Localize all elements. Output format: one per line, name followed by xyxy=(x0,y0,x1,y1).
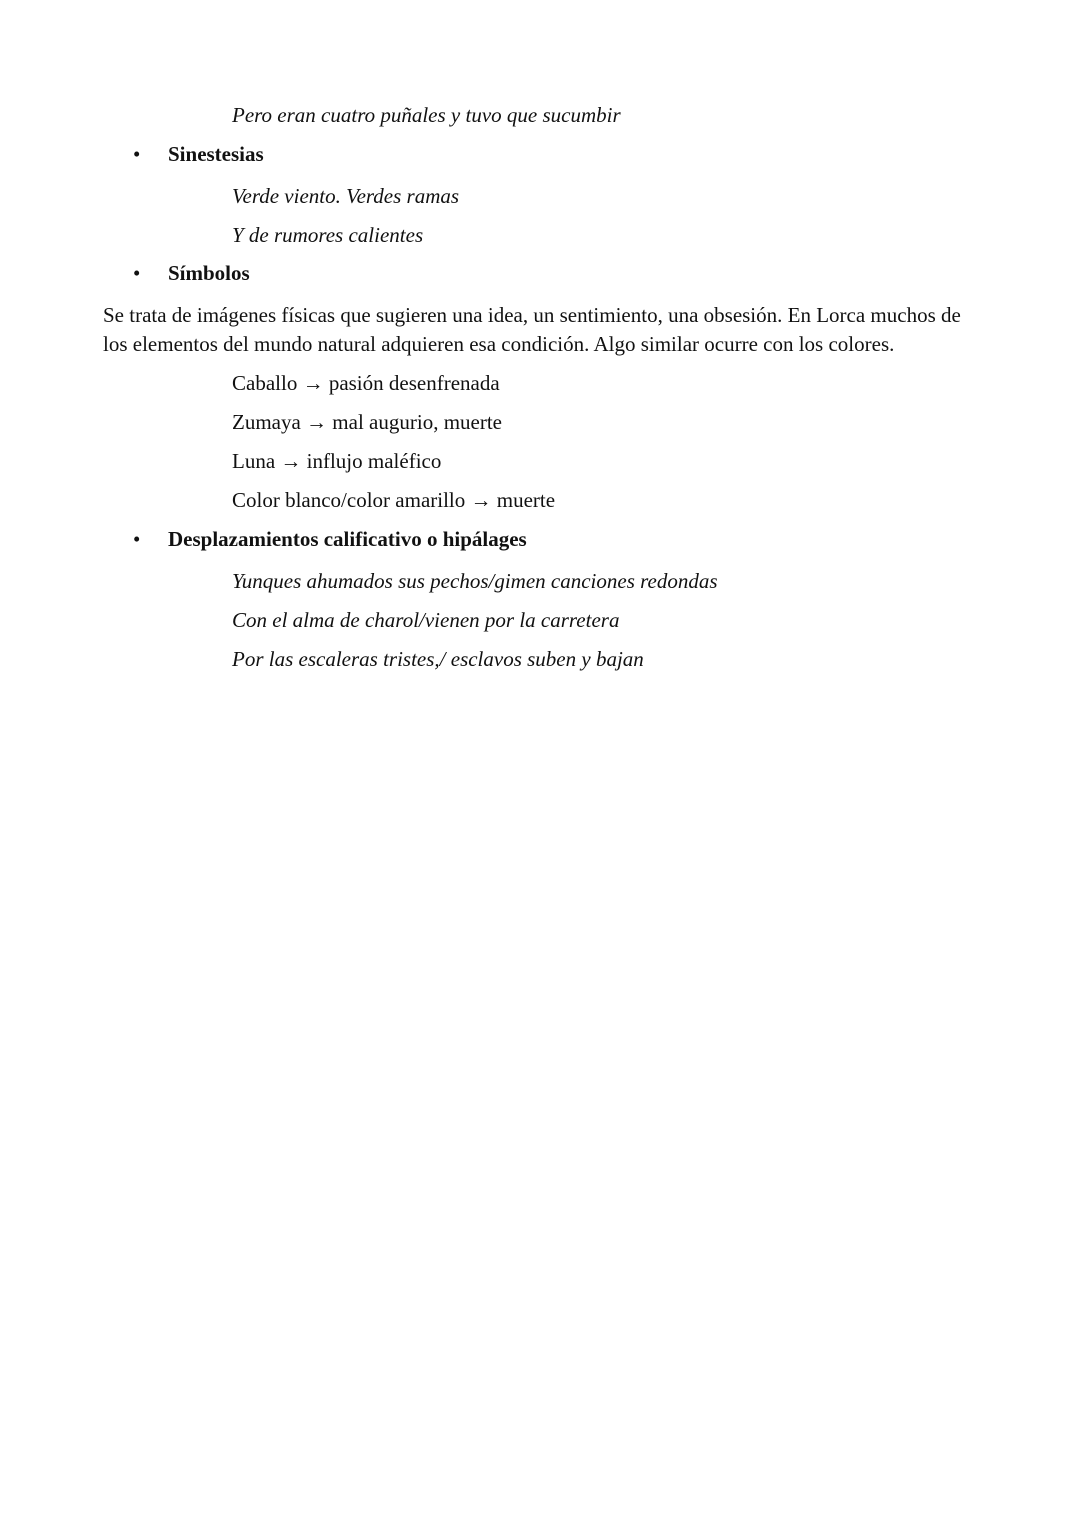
section-heading-sinestesias: Sinestesias xyxy=(168,142,264,166)
verse-line: Verde viento. Verdes ramas xyxy=(232,184,460,208)
bullet-simbolos xyxy=(133,259,250,287)
body-paragraph: Se trata de imágenes físicas que sugieren una idea, un sentimiento, una obsesión. En Lorca muchos de los elementos del mundo natural adquieren esa condición. Algo similar ocurre con los colores. xyxy=(103,303,961,356)
symbol-item: Caballo → pasión desenfrenada xyxy=(232,371,500,395)
verse-line: Yunques ahumados sus pechos/gimen canciones redondas xyxy=(232,569,718,593)
bullet-sinestesias xyxy=(133,140,264,168)
bullet-icon: • xyxy=(133,527,141,551)
verse-line: Pero eran cuatro puñales y tuvo que sucumbir xyxy=(232,103,621,127)
symbol-item: Zumaya → mal augurio, muerte xyxy=(232,410,502,434)
section-heading-hipalages: Desplazamientos calificativo o hipálages xyxy=(168,527,527,551)
symbol-item: Luna → influjo maléfico xyxy=(232,449,442,473)
bullet-icon: • xyxy=(133,142,141,166)
section-heading-simbolos: Símbolos xyxy=(168,261,250,285)
bullet-icon: • xyxy=(133,261,141,285)
verse-line: Y de rumores calientes xyxy=(232,223,424,247)
bullet-hipalages xyxy=(133,525,527,553)
symbol-item: Color blanco/color amarillo → muerte xyxy=(232,488,556,512)
verse-line: Por las escaleras tristes,/ esclavos suben y bajan xyxy=(232,647,644,671)
verse-line: Con el alma de charol/vienen por la carretera xyxy=(232,608,620,632)
